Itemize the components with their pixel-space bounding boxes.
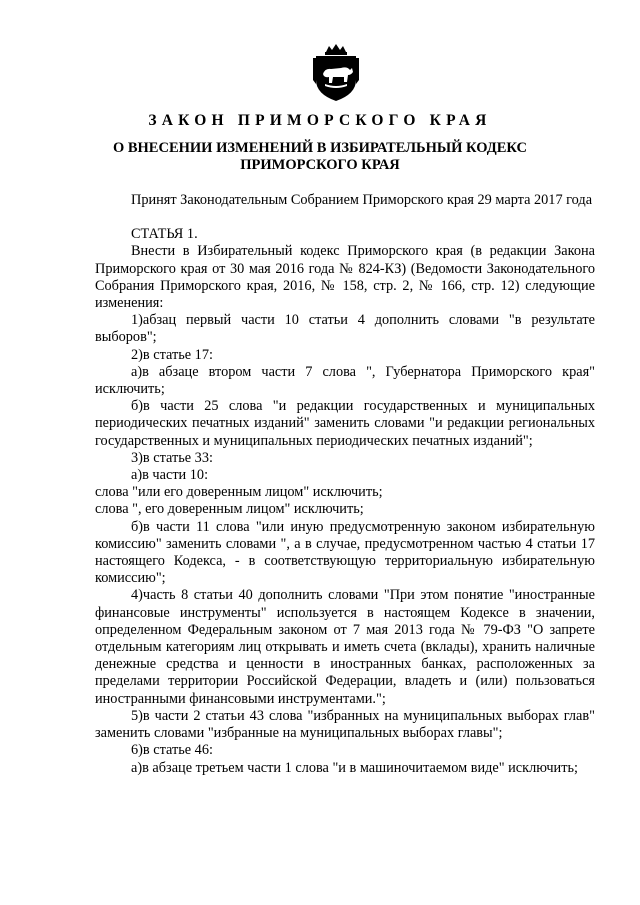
- coat-of-arms-icon: [311, 44, 361, 102]
- paragraph: 4)часть 8 статьи 40 дополнить словами "При этом понятие "иностранные финансовые инструменты" используется в настоящем Кодексе в значении, определенном Федеральным законом от 7 мая 2013 года № 79-ФЗ "О запрете отдельным категориям лиц открывать и иметь счета (вклады), хранить наличные денежные средства и ценности в иностранных банках, расположенных за пределами территории Российской Федерации, владеть и (или) пользоваться иностранными финансовыми инструментами.";: [95, 587, 595, 707]
- paragraph: б)в части 11 слова "или иную предусмотренную законом избирательную комиссию" заменить словами ", а в случае, предусмотренном частью 4 статьи 17 настоящего Кодекса, - в соответствующую территориальную избирательную комиссию";: [95, 518, 595, 587]
- paragraph: слова "или его доверенным лицом" исключить;: [95, 484, 383, 501]
- paragraph: а)в абзаце втором части 7 слова ", Губернатора Приморского края" исключить;: [95, 363, 595, 398]
- law-subject-line-2: ПРИМОРСКОГО КРАЯ: [240, 157, 400, 173]
- law-body: [95, 192, 595, 777]
- paragraph: а)в части 10:: [131, 467, 209, 484]
- paragraph: 1)абзац первый части 10 статьи 4 дополнить словами "в результате выборов";: [95, 312, 595, 346]
- paragraph: 5)в части 2 статьи 43 слова "избранных на муниципальных выборах глав" заменить словами "избранные на муниципальных выборах главы";: [95, 707, 595, 742]
- paragraph: 3)в статье 33:: [131, 449, 213, 466]
- adoption-statement: Принят Законодательным Собранием Приморского края 29 марта 2017 года: [131, 192, 593, 208]
- law-subject-line-1: О ВНЕСЕНИИ ИЗМЕНЕНИЙ В ИЗБИРАТЕЛЬНЫЙ КОДЕКС: [112, 140, 528, 156]
- paragraph: слова ", его доверенным лицом" исключить;: [95, 501, 364, 518]
- law-title: ЗАКОН ПРИМОРСКОГО КРАЯ: [148, 112, 492, 129]
- paragraph: 2)в статье 17:: [131, 346, 213, 363]
- paragraph: а)в абзаце третьем части 1 слова "и в машиночитаемом виде" исключить;: [131, 759, 578, 776]
- article-heading: СТАТЬЯ 1.: [131, 226, 198, 243]
- paragraph: б)в части 25 слова "и редакции государственных и муниципальных периодических печатных изданий" заменить словами "и редакции региональных государственных и муниципальных периодических печатных изданий";: [95, 398, 595, 449]
- law-subject: [110, 140, 530, 174]
- paragraph: 6)в статье 46:: [131, 742, 213, 759]
- paragraph: Внести в Избирательный кодекс Приморского края (в редакции Закона Приморского края от 30 мая 2016 года № 824-КЗ) (Ведомости Законодательного Собрания Приморского края, 2016, № 158, стр. 2, № 166, стр. 12) следующие изменения:: [95, 243, 595, 312]
